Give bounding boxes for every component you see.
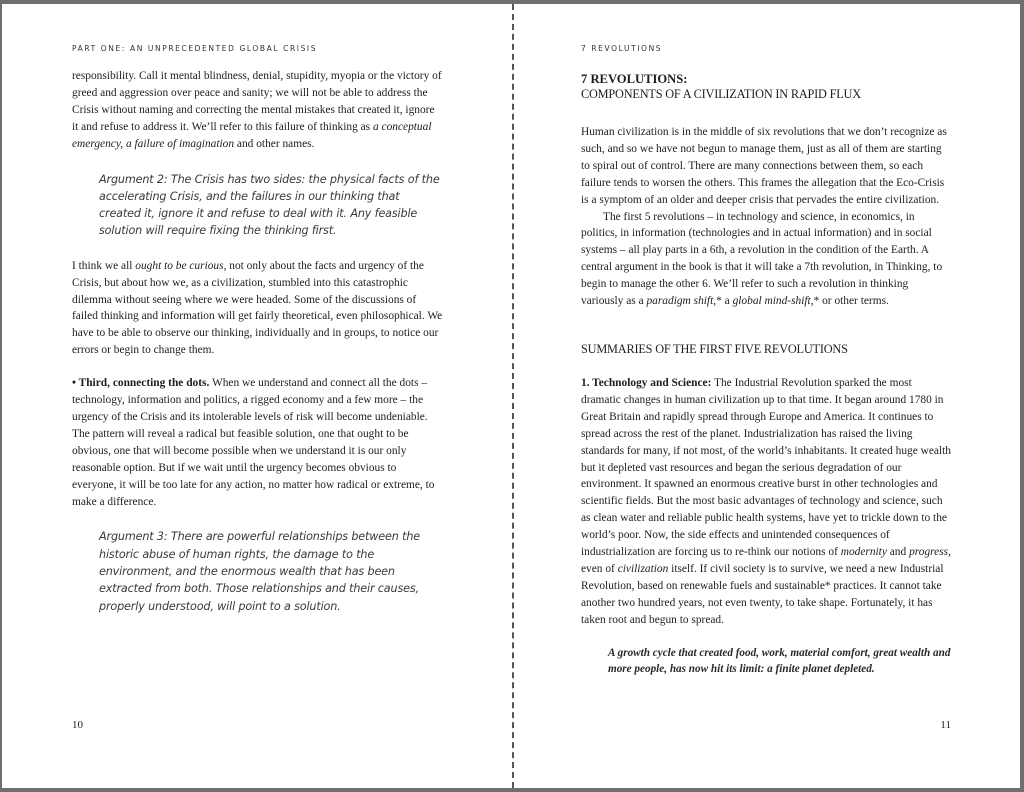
paragraph-connecting-dots: • Third, connecting the dots. When we understand and connect all the dots – technology, information and politics, a rigged economy and a few more – the urgency of the Crisis and its intolerable levels of risk will become undeniable. The pattern will reveal a radical but feasible solution, one that ought to be obvious, one that will become possible when we understand it is our only reasonable option. But if we wait until the urgency becomes obvious to everyone, it will be too late for any action, no matter how radical or extreme, to make a difference. bbox=[72, 377, 435, 508]
left-running-head: PART ONE: AN UNPRECEDENTED GLOBAL CRISIS bbox=[72, 44, 318, 53]
argument-3: Argument 3: There are powerful relationships between the historic abuse of human rights, the damage to the environment, and the enormous wealth that has been extracted from both. Those relationships and their causes, properly understood, will point to a solution. bbox=[99, 530, 420, 613]
left-page-number: 10 bbox=[72, 719, 83, 731]
left-page bbox=[2, 4, 510, 788]
pull-quote: A growth cycle that created food, work, material comfort, great wealth and more people, has now hit its limit: a finite planet depleted. bbox=[608, 646, 951, 676]
paragraph-curious: I think we all ought to be curious, not only about the facts and urgency of the Crisis, but about how we, as a civilization, stumbled into this catastrophic dilemma without seeing where we were headed. Some of the discussions of failed thinking and information will get fairly theoretical, even philosophical. We have to be able to observe our thinking, individually and in groups, to notice our errors or begin to change them. bbox=[72, 259, 443, 357]
left-page-body bbox=[72, 68, 443, 633]
right-page bbox=[515, 4, 1020, 788]
paragraph-first-five: The first 5 revolutions – in technology and science, in economics, in politics, in information (technologies and in actual information) and in social systems – all play parts in a 6th, a revolution in the condition of the Earth. A central argument in the book is that it will take a 7th revolution, in Thinking, to begin to manage the other 6. We’ll refer to such a revolution in thinking variously as a paradigm shift,* a global mind-shift,* or other terms. bbox=[581, 210, 943, 308]
argument-2: Argument 2: The Crisis has two sides: the physical facts of the accelerating Crisis, and the failures in our thinking that created it, ignore it and refuse to deal with it. Any feasible solution will require fixing the thinking first. bbox=[99, 172, 440, 238]
chapter-subtitle: COMPONENTS OF A CIVILIZATION IN RAPID FLUX bbox=[581, 87, 861, 101]
right-page-number: 11 bbox=[940, 719, 951, 731]
chapter-title: 7 REVOLUTIONS: bbox=[581, 72, 688, 86]
paragraph-responsibility: responsibility. Call it mental blindness, denial, stupidity, myopia or the victory of greed and aggression over peace and sanity; we will not be able to address the Crisis without naming and correcting the mental mistakes that created it, ignore it and refuse to address it. We’ll refer to this failure of thinking as a conceptual emergency, a failure of imagination and other names. bbox=[72, 70, 442, 150]
paragraph-technology-science: 1. Technology and Science: The Industrial Revolution sparked the most dramatic changes in human civilization up to that time. It began around 1780 in Great Britain and rapidly spread through Europe and America. It continues to spread across the rest of the planet. Industrialization has raised the living standards for many, if not most, of the world’s inhabitants. It created huge wealth but it depleted vast resources and began the serious degradation of our environment. It spawned an enormous creative burst in other technologies and scientific fields. But the most basic advantages of technology and science, such as clean water and reliable public health systems, have yet to trickle down to the world’s poor. Now, the side effects and unintended consequences of industrialization are forcing us to re-think our notions of modernity and progress, even of civilization itself. If civil society is to survive, we need a new Industrial Revolution, based on renewable fuels and sustainable* practices. It cannot take another two hundred years, not even twenty, to take shape. Fortunately, it has taken root and begun to spread. bbox=[581, 376, 951, 626]
section-heading-summaries: SUMMARIES OF THE FIRST FIVE REVOLUTIONS bbox=[581, 341, 848, 356]
spread-divider bbox=[512, 4, 514, 788]
paragraph-intro: Human civilization is in the middle of six revolutions that we don’t recognize as such, and so we have not begun to manage them, just as all of them are starting to spiral out of control. There are many connections between them, so each failure tends to worsen the others. This frames the allegation that the Eco-Crisis is a symptom of an older and deeper crisis that pervades the entire civilization. bbox=[581, 126, 947, 206]
right-running-head: 7 REVOLUTIONS bbox=[581, 44, 663, 53]
right-page-body bbox=[581, 70, 953, 678]
book-spread bbox=[2, 4, 1020, 788]
